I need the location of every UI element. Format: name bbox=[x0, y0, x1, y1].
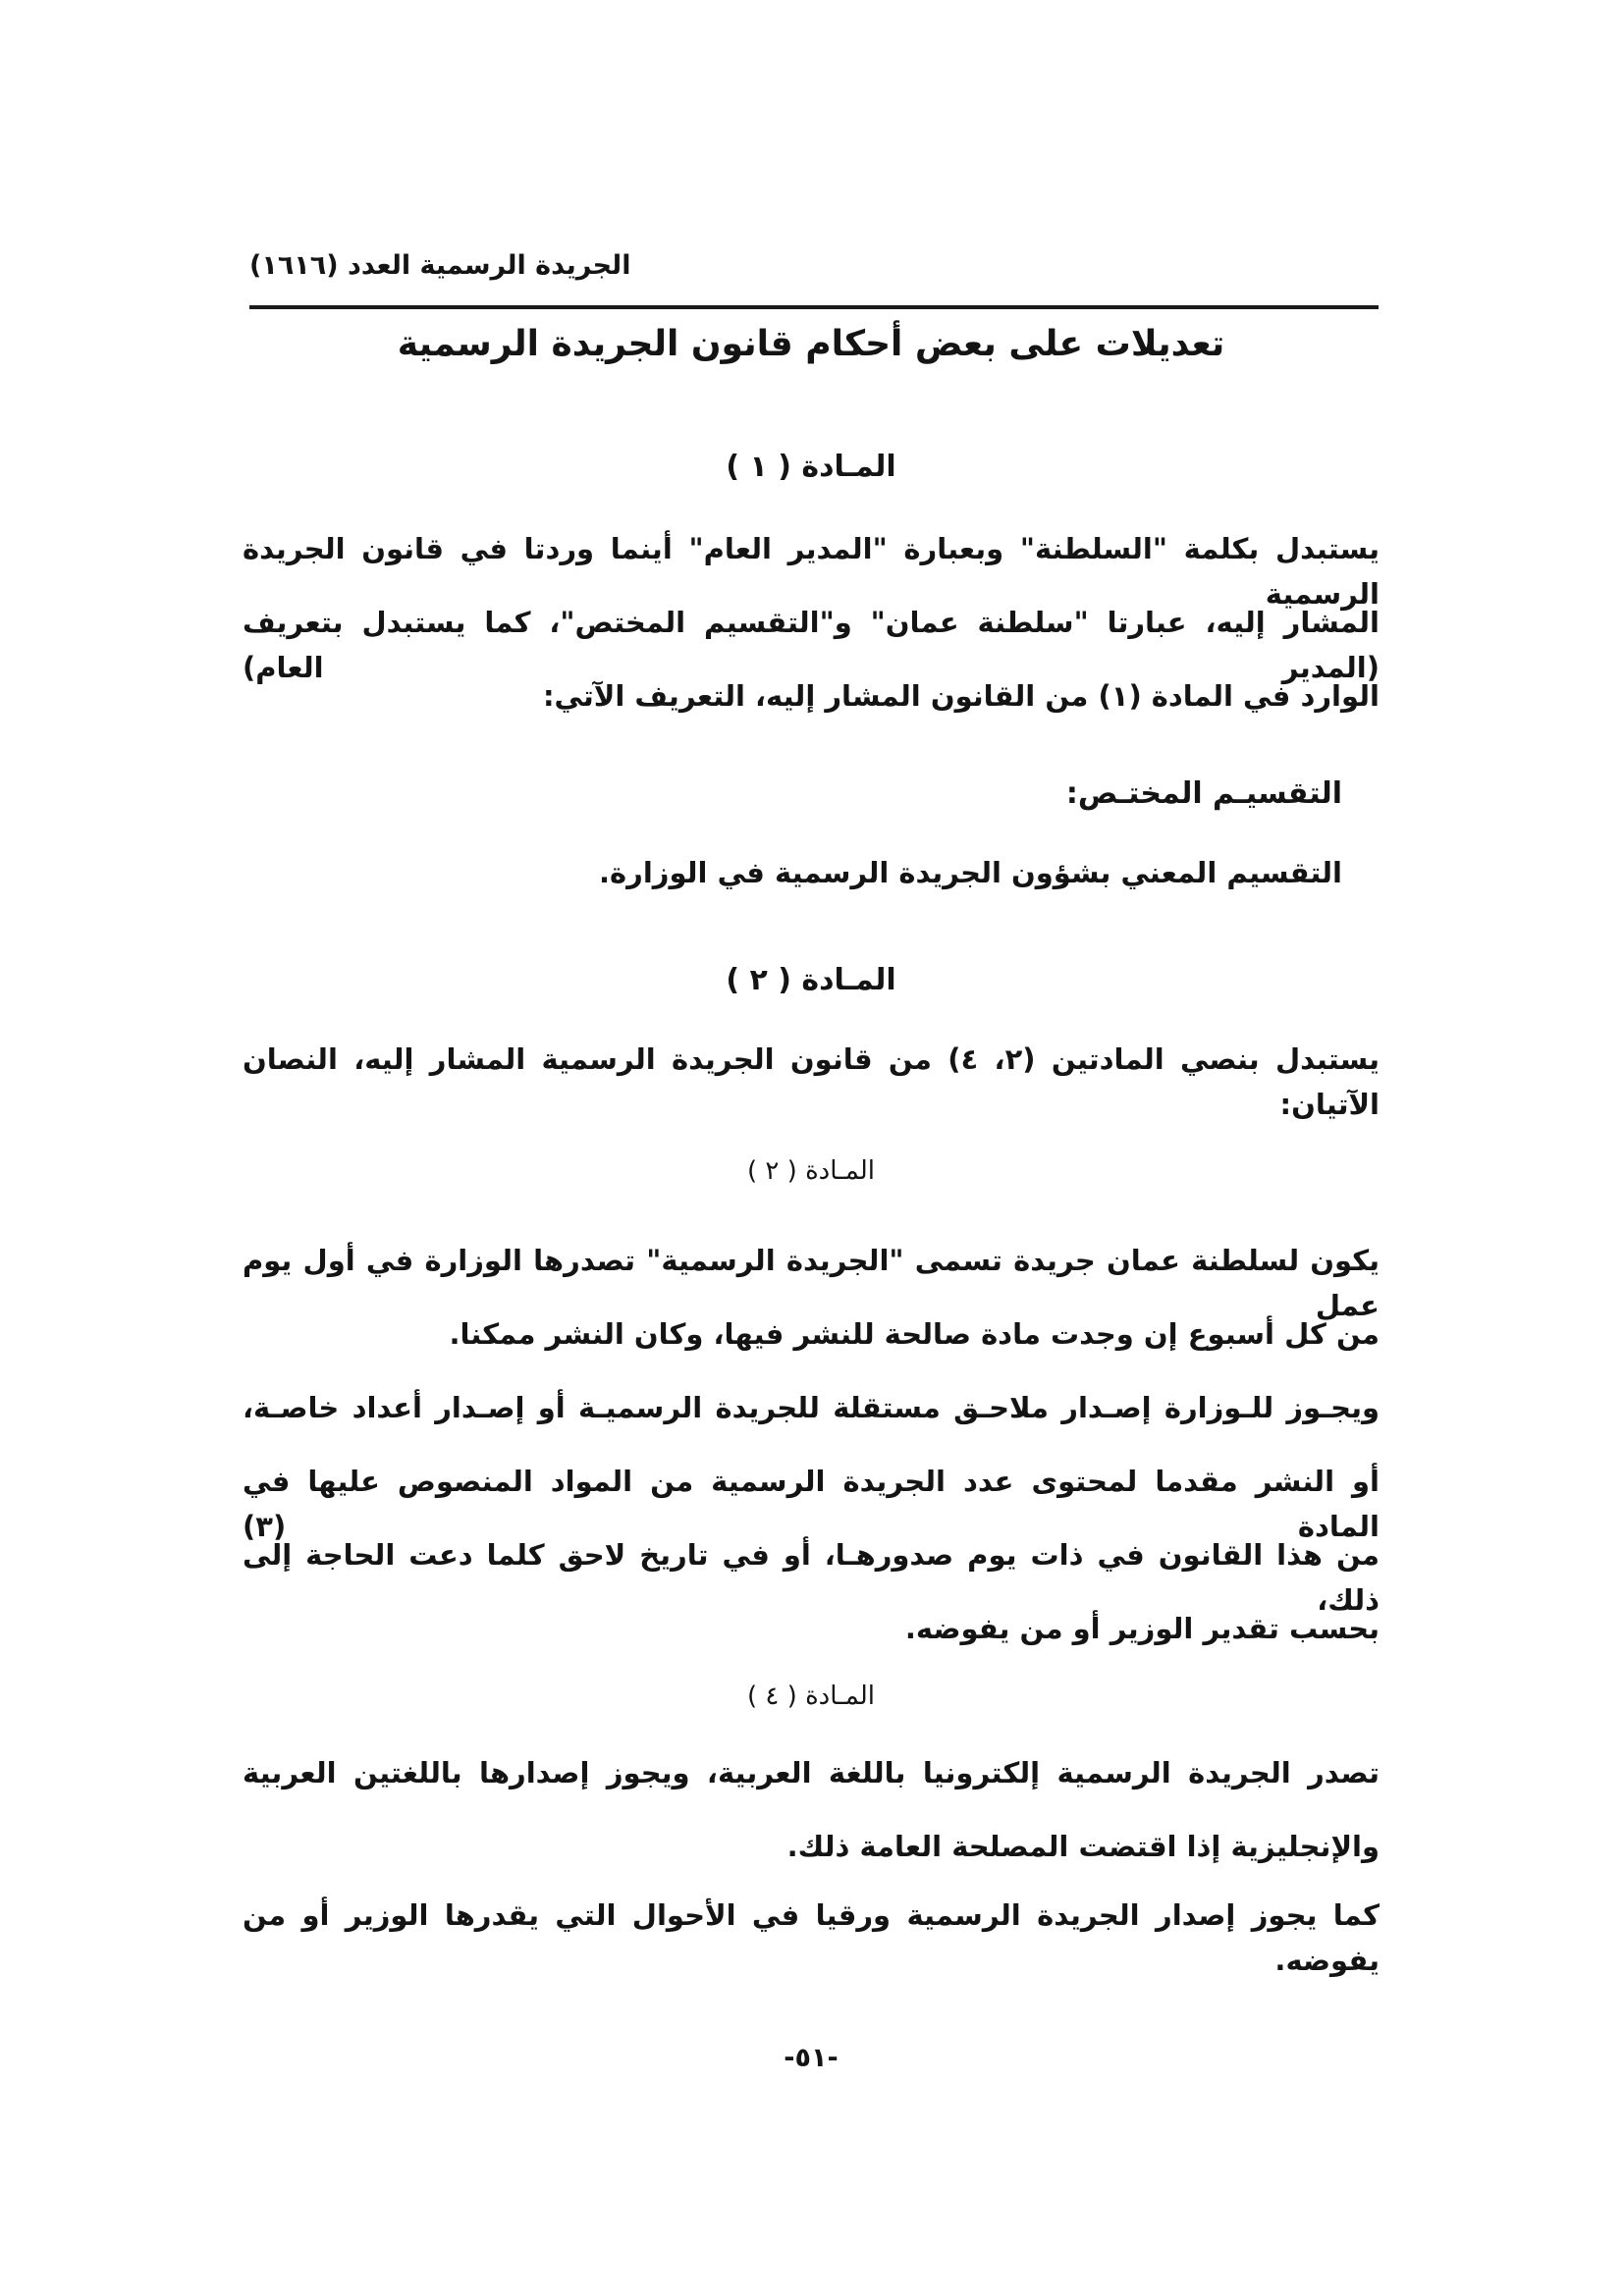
header-divider bbox=[249, 305, 1379, 309]
page-number: -٥١- bbox=[784, 2043, 839, 2073]
sub-article-4-heading: المـادة ( ٤ ) bbox=[747, 1682, 875, 1711]
sub-article-2-line: بحسب تقدير الوزير أو من يفوضه. bbox=[904, 1612, 1380, 1645]
sub-article-4-line: تصدر الجريدة الرسمية إلكترونيا باللغة العربية، ويجوز إصدارها باللغتين العربية bbox=[243, 1756, 1380, 1789]
sub-article-4-line: كما يجوز إصدار الجريدة الرسمية ورقيا في الأحوال التي يقدرها الوزير أو من يفوضه. bbox=[243, 1898, 1380, 1977]
sub-article-2-line: من كل أسبوع إن وجدت مادة صالحة للنشر فيها، وكان النشر ممكنا. bbox=[449, 1317, 1380, 1351]
sub-article-2-line: يكون لسلطنة عمان جريدة تسمى "الجريدة الرسمية" تصدرها الوزارة في أول يوم عمل bbox=[243, 1244, 1380, 1322]
sub-article-2-line: ويجـوز للـوزارة إصـدار ملاحـق مستقلة للجريدة الرسميـة أو إصـدار أعداد خاصـة، bbox=[243, 1391, 1380, 1424]
article-1-line: الوارد في المادة (١) من القانون المشار إليه، التعريف الآتي: bbox=[542, 679, 1380, 713]
article-1-line: المشار إليه، عبارتا "سلطنة عمان" و"التقسيم المختص"، كما يستبدل بتعريف (المدير العام) bbox=[243, 606, 1380, 684]
sub-article-2-line: من هذا القانون في ذات يوم صدورهـا، أو في تاريخ لاحق كلما دعت الحاجة إلى ذلك، bbox=[243, 1538, 1380, 1617]
sub-article-4-line: والإنجليزية إذا اقتضت المصلحة العامة ذلك. bbox=[786, 1830, 1380, 1863]
article-1-heading: المـادة ( ١ ) bbox=[726, 450, 896, 484]
document-title: تعديلات على بعض أحكام قانون الجريدة الرسمية bbox=[397, 324, 1225, 364]
article-2-intro: يستبدل بنصي المادتين (٢، ٤) من قانون الجريدة الرسمية المشار إليه، النصان الآتيان: bbox=[243, 1042, 1380, 1121]
article-2-heading: المـادة ( ٢ ) bbox=[726, 963, 896, 997]
definition-body: التقسيم المعني بشؤون الجريدة الرسمية في الوزارة. bbox=[599, 856, 1342, 889]
gazette-issue-label: الجريدة الرسمية العدد (١٦١٦) bbox=[249, 250, 631, 281]
sub-article-2-heading: المـادة ( ٢ ) bbox=[747, 1156, 875, 1186]
article-1-line: يستبدل بكلمة "السلطنة" وبعبارة "المدير العام" أينما وردتا في قانون الجريدة الرسمية bbox=[243, 532, 1380, 611]
definition-term: التقسيـم المختـص: bbox=[1065, 776, 1342, 811]
sub-article-2-line: أو النشر مقدما لمحتوى عدد الجريدة الرسمية من المواد المنصوص عليها في المادة (٣) bbox=[243, 1465, 1380, 1543]
